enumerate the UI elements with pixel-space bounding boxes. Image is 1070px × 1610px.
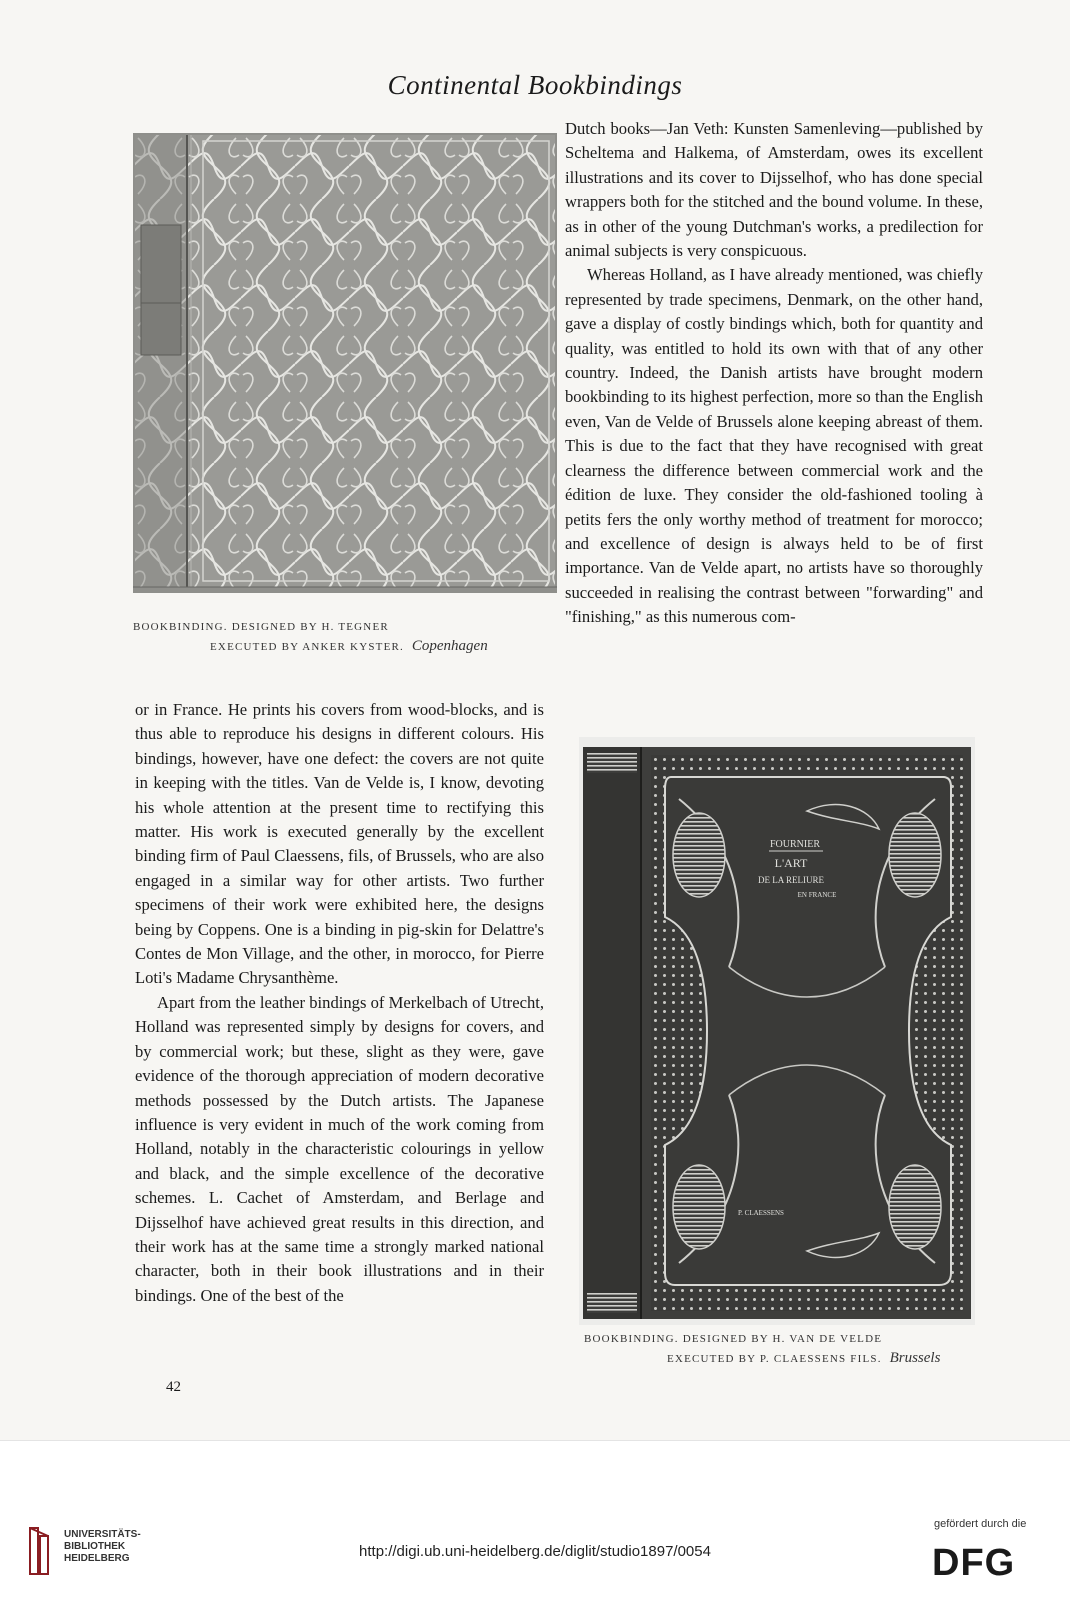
van-de-velde-caption-place: Brussels xyxy=(889,1350,941,1366)
running-head: Continental Bookbindings xyxy=(387,70,683,100)
tegner-caption-executed: EXECUTED BY ANKER KYSTER. xyxy=(210,641,404,653)
tegner-caption-line1: BOOKBINDING. DESIGNED BY H. TEGNER xyxy=(133,621,389,633)
van-de-velde-binding-image xyxy=(579,737,975,1325)
van-de-velde-binding-plate xyxy=(579,737,975,1325)
tegner-caption-place: Copenhagen xyxy=(411,638,488,654)
van-de-velde-caption-line2 xyxy=(667,1350,940,1367)
right-text-column xyxy=(565,117,983,630)
library-line-2: BIBLIOTHEK xyxy=(64,1541,126,1552)
cover-title-line-3: DE LA RELIURE xyxy=(758,875,824,885)
van-de-velde-caption-line1: BOOKBINDING. DESIGNED BY H. VAN DE VELDE xyxy=(584,1333,883,1345)
right-paragraph-2: Whereas Holland, as I have already mentioned, was chiefly represented by trade specimens, Denmark, on the other hand, gave a display of costly bindings which, both for quantity and quality, was entitled to hold its own with that of any other country. Indeed, the Danish artists have brought modern bookbinding to its highest perfection, more so than the English even, Van de Velde of Brussels alone keeping abreast of them. This is due to the fact that they have recognised with great clearness the difference between commercial work and the édition de luxe. They consider the old-fashioned tooling à petits fers the only worthy method of treatment for morocco; and excellence of design is always held to be of first importance. Van de Velde apart, no artists have so thoroughly succeeded in realising the contrast between "forwarding" and "finishing," as this numerous com- xyxy=(565,265,983,627)
left-paragraph-2: Apart from the leather bindings of Merkelbach of Utrecht, Holland was represented simply by designs for covers, and by commercial work; but these, slight as they were, gave evidence of the thorough appreciation of modern decorative methods possessed by the Dutch artists. The Japanese influence is very evident in much of the work coming from Holland, notably in the characteristic colourings in yellow and black, and the simple excellence of the decorative schemes. L. Cachet of Amsterdam, and Berlage and Dijsselhof have achieved great results in this direction, and their work has at the same time a strongly marked national character, both in their book illustrations and in their bindings. One of the best of the xyxy=(135,992,544,1305)
cover-author: P. CLAESSENS xyxy=(738,1209,784,1217)
library-line-1: UNIVERSITÄTS- xyxy=(64,1529,141,1540)
library-line-3: HEIDELBERG xyxy=(64,1553,130,1564)
digitization-url-link[interactable]: http://digi.ub.uni-heidelberg.de/diglit/studio1897/0054 xyxy=(359,1543,711,1560)
van-de-velde-caption-executed: EXECUTED BY P. CLAESSENS FILS. xyxy=(667,1353,882,1365)
digitization-footer xyxy=(0,1440,1070,1610)
cover-title-line-1: FOURNIER xyxy=(769,839,821,850)
page-number: 42 xyxy=(166,1379,181,1395)
right-paragraph-1: Dutch books—Jan Veth: Kunsten Samenleving—published by Scheltema and Halkema, of Amsterdam, owes its excellent illustrations and its cover to Dijsselhof, who has done special wrappers both for the stitched and the bound volume. In these, as in other of the young Dutchman's works, a predilection for animal subjects is very conspicuous. xyxy=(565,119,983,261)
tegner-binding-image xyxy=(133,133,557,593)
left-text-column xyxy=(135,698,544,1308)
left-paragraph-1: or in France. He prints his covers from wood-blocks, and is thus able to reproduce his designs in different colours. His bindings, however, have one defect: the covers are not quite in keeping with the titles. Van de Velde is, I know, devoting his whole attention at the present time to rectifying this matter. His work is executed generally by the excellent binding firm of Paul Claessens, fils, of Brussels, who are also engaged in a similar way for other artists. Two further specimens of their work were exhibited here, the designs being by Coppens. One is a binding in pig-skin for Delattre's Contes de Mon Village, and the other, in morocco, for Pierre Loti's Madame Chrysanthème. xyxy=(135,700,544,988)
cover-title-line-2: L'ART xyxy=(774,856,808,870)
cover-title-line-4: EN FRANCE xyxy=(797,891,837,899)
tegner-caption-line2 xyxy=(210,638,488,655)
tegner-binding-plate xyxy=(133,133,557,593)
sponsor-label: gefördert durch die xyxy=(934,1518,1027,1530)
dfg-logo: DFG xyxy=(932,1542,1016,1584)
